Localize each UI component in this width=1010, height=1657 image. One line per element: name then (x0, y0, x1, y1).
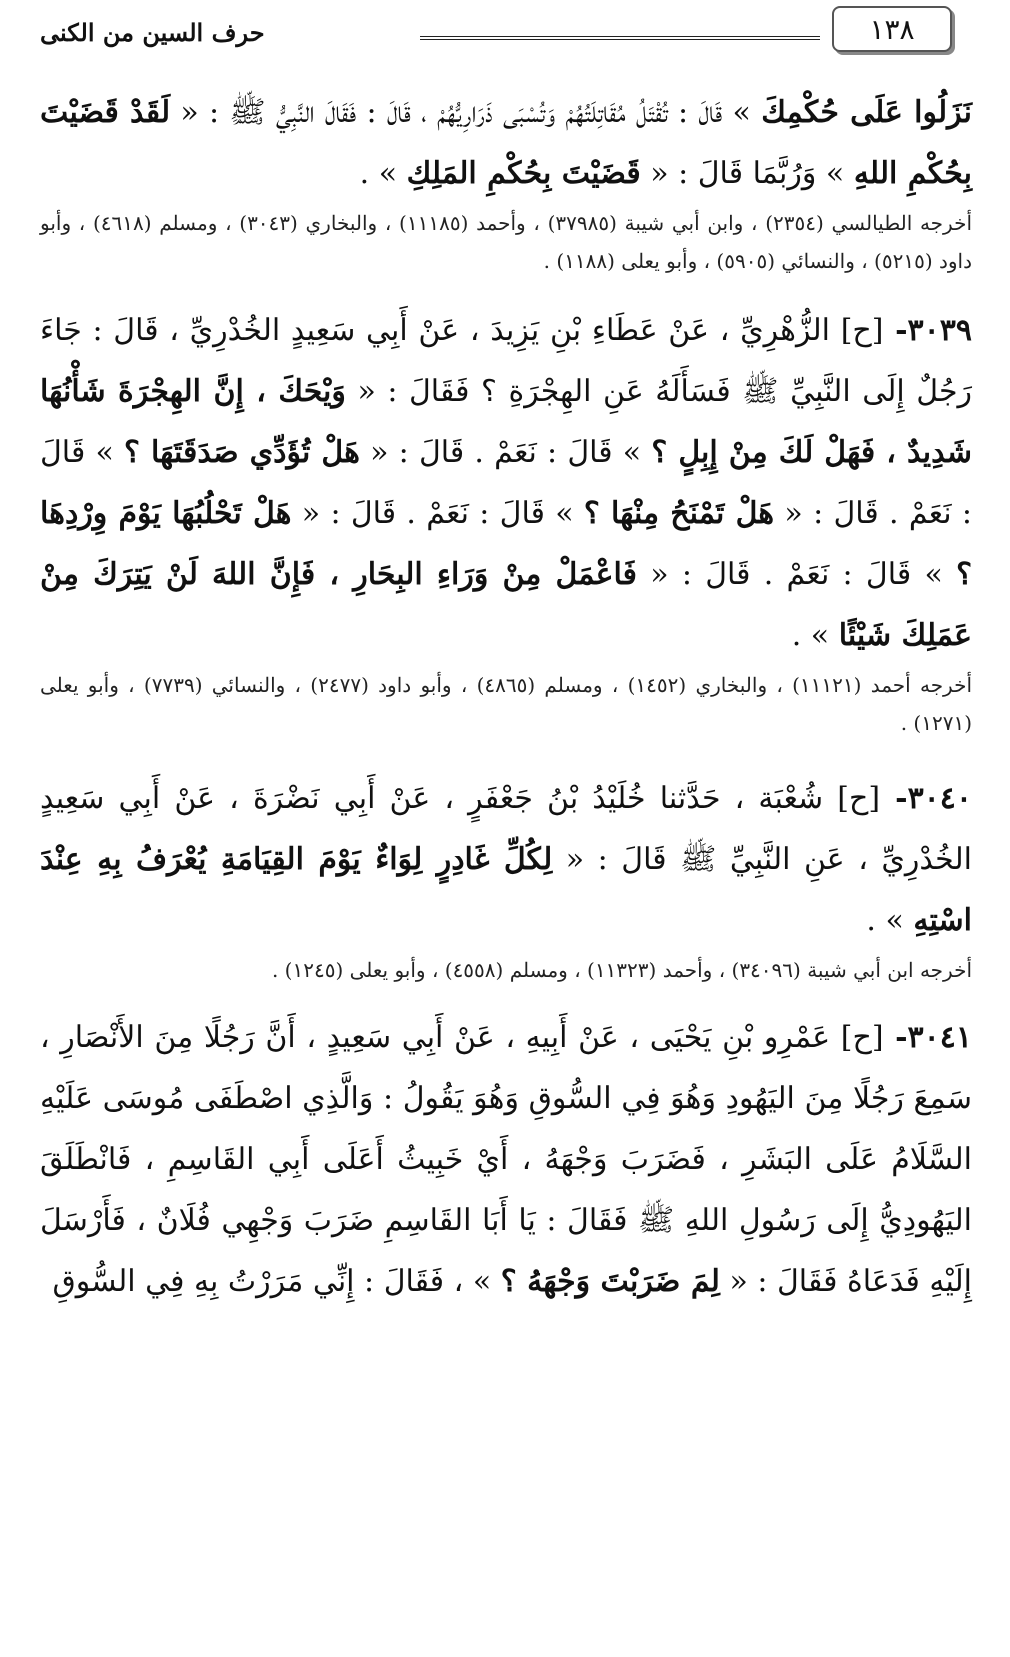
quote-text: لِمَ ضَرَبْتَ وَجْهَهُ ؟ (500, 1264, 720, 1299)
quote-text: نَزَلُوا عَلَى حُكْمِكَ (761, 95, 973, 130)
quote-text: هَلْ تَمْنَحُ مِنْهَا ؟ (583, 496, 775, 531)
takhrij-note: أخرجه أحمد (١١١٢١) ، والبخاري (١٤٥٢) ، ومسلم (٤٨٦٥) ، وأبو داود (٢٤٧٧) ، والنسائي (٧٧٣٩) ، وأبو يعلى (١٢٧١) . (40, 673, 973, 735)
narration-text: » قَالَ : نَعَمْ . قَالَ : « (359, 435, 652, 470)
hadith-number: ٣٠٤٠- (880, 781, 973, 816)
page-number-box (832, 6, 952, 52)
hadith-3040 (40, 768, 972, 951)
narration-text: » . (359, 156, 407, 191)
narration-text: » قَالَ : تُقْتَلُ مُقَاتِلَتُهُمْ وَتُسْبَى ذَرَارِيُّهُمْ ، قَالَ : فَقَالَ النَّبِيُّ ﷺ : « (170, 95, 762, 130)
page-header (40, 6, 952, 56)
narration-text: [ح] شُعْبَة ، حَدَّثنا خُلَيْدُ بْنُ جَعْفَرٍ ، عَنْ أَبِي نَضْرَةَ ، عَنْ أَبِي سَعِيدٍ الخُدْرِيِّ ، عَنِ النَّبِيِّ ﷺ قَالَ : « (40, 781, 972, 877)
quote-text: هَلْ تُؤَدِّي صَدَقَتَهَا ؟ (123, 435, 360, 470)
quote-text: لَقَدْ قَضَيْتَ بِحُكْمِ اللهِ (40, 95, 972, 191)
narration-text: » قَالَ : نَعَمْ . قَالَ : « (40, 435, 973, 531)
takhrij-note: أخرجه الطيالسي (٢٣٥٤) ، وابن أبي شيبة (٣٧٩٨٥) ، وأحمد (١١١٨٥) ، والبخاري (٣٠٤٣) ، ومسلم (٤٦١٨) ، وأبو داود (٥٢١٥) ، والنسائي (٥٩٠٥) ، وأبو يعلى (١١٨٨) . (40, 211, 973, 273)
narration-text: [ح] عَمْرِو بْنِ يَحْيَى ، عَنْ أَبِيهِ ، عَنْ أَبِي سَعِيدٍ ، أَنَّ رَجُلًا مِنَ الأَنْصَارِ ، سَمِعَ رَجُلًا مِنَ اليَهُودِ وَهُوَ فِي السُّوقِ وَهُوَ يَقُولُ : وَالَّذِي اصْطَفَى مُوسَى عَلَيْهِ السَّلَامُ عَلَى البَشَرِ ، فَضَرَبَ وَجْهَهُ ، أَيْ خَبِيثُ أَعَلَى أَبِي القَاسِمِ ، فَانْطَلَقَ اليَهُودِيُّ إِلَى رَسُولِ اللهِ ﷺ فَقَالَ : يَا أَبَا القَاسِمِ ضَرَبَ وَجْهِي فُلَانٌ ، فَأَرْسَلَ إِلَيْهِ فَدَعَاهُ فَقَالَ : « (40, 1020, 972, 1299)
page-number: ١٣٨ (869, 12, 915, 46)
chapter-title: حرف السين من الكنى (40, 18, 265, 47)
hadith-3039 (40, 300, 972, 666)
hadith-number: ٣٠٤١- (883, 1020, 972, 1055)
hadith-3041 (40, 1007, 972, 1312)
narration-text: » قَالَ : نَعَمْ . قَالَ : « (636, 557, 957, 592)
narration-text: » قَالَ : نَعَمْ . قَالَ : « (291, 496, 584, 531)
narration-text: [ح] الزُّهْرِيِّ ، عَنْ عَطَاءِ بْنِ يَزِيدَ ، عَنْ أَبِي سَعِيدٍ الخُدْرِيِّ ، قَالَ : جَاءَ رَجُلٌ إِلَى النَّبِيِّ ﷺ فَسَأَلَهُ عَنِ الهِجْرَةِ ؟ فَقَالَ : « (40, 313, 972, 409)
quote-text: لِكُلِّ غَادِرٍ لِوَاءٌ يَوْمَ القِيَامَةِ يُعْرَفُ بِهِ عِنْدَ اسْتِهِ (40, 842, 972, 938)
quote-text: وَيْحَكَ ، إِنَّ الهِجْرَةَ شَأْنُهَا شَدِيدٌ ، فَهَلْ لَكَ مِنْ إِبِلٍ ؟ (40, 374, 972, 470)
quote-text: هَلْ تَحْلُبُهَا يَوْمَ وِرْدِهَا ؟ (40, 496, 972, 592)
narration-text: » ، فَقَالَ : إِنِّي مَرَرْتُ بِهِ فِي السُّوقِ (52, 1264, 501, 1299)
page-content (40, 82, 972, 1312)
quote-text: قَضَيْتَ بِحُكْمِ المَلِكِ (406, 156, 641, 191)
narration-text: » . (791, 618, 839, 653)
takhrij-note: أخرجه ابن أبي شيبة (٣٤٠٩٦) ، وأحمد (١١٣٢٣) ، ومسلم (٤٥٥٨) ، وأبو يعلى (١٢٤٥) . (271, 958, 972, 982)
narration-text: » وَرُبَّمَا قَالَ : « (640, 156, 854, 191)
hadith-continuation (40, 82, 972, 204)
header-double-rule (420, 36, 820, 40)
narration-text: » . (866, 903, 914, 938)
hadith-number: ٣٠٣٩- (883, 313, 972, 348)
quote-text: فَاعْمَلْ مِنْ وَرَاءِ البِحَارِ ، فَإِنَّ اللهَ لَنْ يَتِرَكَ مِنْ عَمَلِكَ شَيْئًا (40, 557, 972, 653)
